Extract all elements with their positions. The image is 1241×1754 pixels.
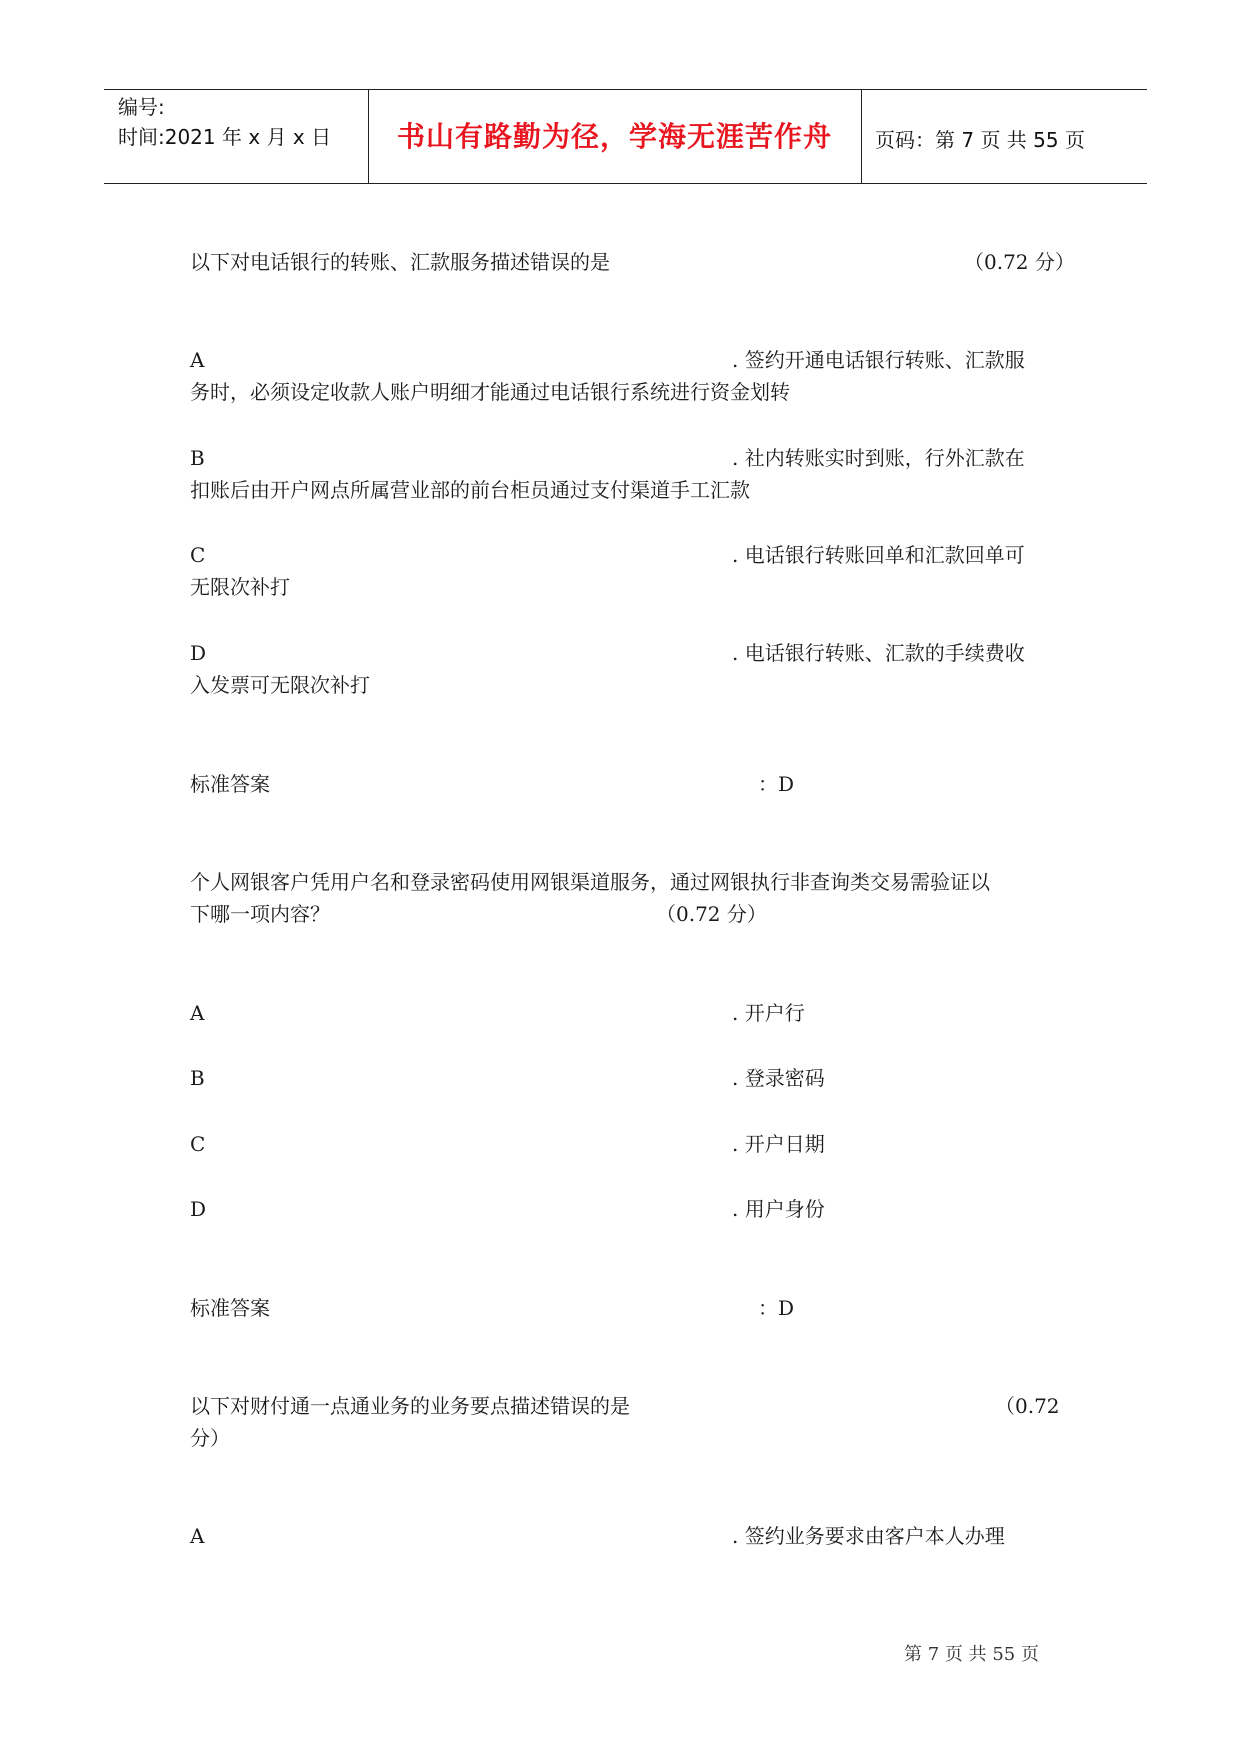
answer-value: ：D — [758, 772, 795, 796]
question-1-score: （0.72 分） — [964, 250, 1075, 274]
option-text: . 电话银行转账回单和汇款回单可 — [732, 543, 1025, 567]
footer-page-number: 第 7 页 共 55 页 — [904, 1644, 1039, 1665]
option-letter: B — [190, 1066, 205, 1090]
header-bottom-rule — [104, 183, 1147, 184]
option-letter: C — [190, 543, 206, 567]
header-page-info: 页码：第 7 页 共 55 页 — [875, 128, 1085, 152]
question-1-stem: 以下对电话银行的转账、汇款服务描述错误的是 — [190, 250, 610, 274]
option-letter: A — [190, 1524, 205, 1548]
option-text: . 开户日期 — [732, 1132, 825, 1156]
header-meta — [118, 92, 331, 152]
option-letter: D — [190, 641, 207, 665]
answer-label: 标准答案 — [190, 772, 270, 796]
option-text-cont: 务时，必须设定收款人账户明细才能通过电话银行系统进行资金划转 — [190, 380, 790, 404]
option-letter: A — [190, 1001, 205, 1025]
question-2-score: （0.72 分） — [656, 902, 767, 926]
option-text-cont: 无限次补打 — [190, 575, 290, 599]
option-text: . 社内转账实时到账，行外汇款在 — [732, 446, 1025, 470]
option-letter: D — [190, 1197, 207, 1221]
option-text: . 用户身份 — [732, 1197, 825, 1221]
question-3-score-cont: 分） — [190, 1426, 230, 1450]
header-time-label: 时间:2021 年 x 月 x 日 — [118, 125, 332, 149]
header-divider-right — [861, 89, 862, 184]
option-letter: C — [190, 1132, 206, 1156]
answer-label: 标准答案 — [190, 1296, 270, 1320]
option-text: . 开户行 — [732, 1001, 805, 1025]
option-letter: B — [190, 446, 205, 470]
answer-value: ：D — [758, 1296, 795, 1320]
option-text-cont: 入发票可无限次补打 — [190, 673, 370, 697]
option-letter: A — [190, 348, 205, 372]
option-text-cont: 扣账后由开户网点所属营业部的前台柜员通过支付渠道手工汇款 — [190, 478, 750, 502]
question-3-score: （0.72 — [995, 1394, 1060, 1418]
header-motto: 书山有路勤为径，学海无涯苦作舟 — [396, 120, 832, 153]
header-top-rule — [104, 89, 1147, 90]
question-2-stem-cont: 下哪一项内容？ — [190, 902, 330, 926]
header-number-label: 编号: — [118, 95, 165, 119]
question-3-stem: 以下对财付通一点通业务的业务要点描述错误的是 — [190, 1394, 630, 1418]
option-text: . 登录密码 — [732, 1066, 825, 1090]
option-text: . 签约开通电话银行转账、汇款服 — [732, 348, 1025, 372]
option-text: . 电话银行转账、汇款的手续费收 — [732, 641, 1025, 665]
question-2-stem: 个人网银客户凭用户名和登录密码使用网银渠道服务，通过网银执行非查询类交易需验证以 — [190, 870, 990, 894]
option-text: . 签约业务要求由客户本人办理 — [732, 1524, 1005, 1548]
